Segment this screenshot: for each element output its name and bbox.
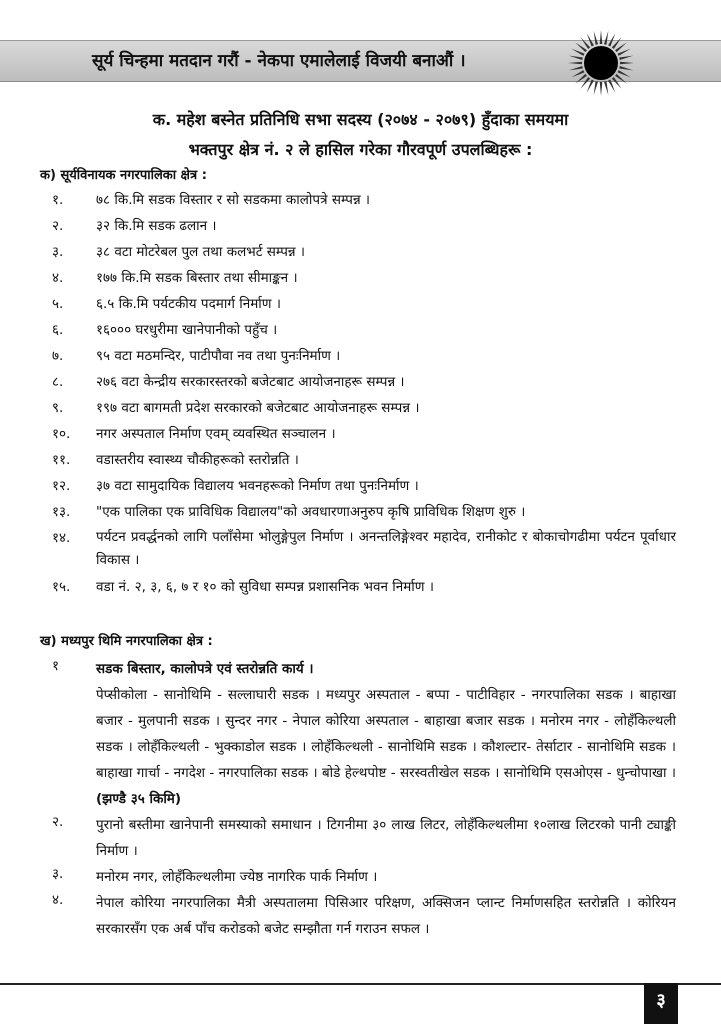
item-text: वडास्तरीय स्वास्थ्य चौकीहरूको स्तरोन्नति । [96, 452, 299, 468]
item-number: ७. [52, 348, 64, 364]
list-item [0, 890, 721, 942]
sun-ray [594, 31, 598, 45]
section-a-title: क) सूर्यविनायक नगरपालिका क्षेत्र : [40, 168, 207, 183]
sun-ray [569, 66, 583, 70]
item-text: पेप्सीकोला - सानोथिमि - सल्लाघारी सडक । मध्यपुर अस्पताल - बप्पा - पाटीविहार - नगरपालिका सडक । बाहाखा बजार - मुलपानी सडक । सुन्दर नगर - नेपाल कोरिया अस्पताल - बाहाखा बजार सडक । मनोरम नगर - लोहँकिल्थली सडक । लोहँकिल्थली - भुक्काडोल सडक । लोहँकिल्थली - सानोथिमि सडक । कौशल्टार- तेर्साटार - सानोथिमि सडक । बाहाखा गार्चा - नगदेश - नगरपालिका सडक । बोडे हेल्थपोष्ट - सरस्वतीखेल सडक । सानोथिमि एसओएस - धुन्चोपाखा । [96, 687, 676, 781]
item-text: पुरानो बस्तीमा खानेपानी समस्याको समाधान । टिगनीमा ३० लाख लिटर, लोहँकिल्थलीमा १०लाख लिटरको पानी ट्याङ्की निर्माण । [96, 817, 676, 859]
list-item [0, 575, 721, 601]
item-text: ६.५ कि.मि पर्यटकीय पदमार्ग निर्माण । [96, 296, 281, 312]
sun-ray [571, 49, 584, 56]
list-item [0, 500, 721, 526]
sun-ray [600, 30, 603, 44]
list-item [0, 292, 721, 318]
list-item [0, 240, 721, 266]
list-item [0, 188, 721, 214]
item-number: ११. [52, 452, 71, 468]
list-item [0, 344, 721, 370]
item-text: ३२ कि.मि सडक ढलान । [96, 218, 217, 234]
item-number: १३. [52, 504, 71, 520]
page-title-line2: भक्तपुर क्षेत्र नं. २ ले हासिल गरेका गौरवपूर्ण उपलब्धिहरू : [188, 140, 533, 159]
sun-ray [619, 56, 633, 60]
item-number: ४. [52, 270, 64, 286]
sun-ray [594, 81, 598, 95]
item-text: १६००० घरधुरीमा खानेपानीको पहुँच । [96, 322, 278, 338]
item-number: १२. [52, 478, 71, 494]
sun-ray [568, 62, 582, 65]
list-item [0, 812, 721, 864]
list-item [0, 422, 721, 448]
sun-ray [608, 33, 615, 46]
item-number: १४. [52, 530, 71, 546]
item-text: ९५ वटा मठमन्दिर, पाटीपौवा नव तथा पुनःनिर्माण । [96, 348, 341, 364]
list-item [0, 656, 721, 812]
item-number: २. [52, 218, 64, 234]
list-item [0, 526, 721, 575]
sun-ray [571, 70, 584, 77]
sun-ray [608, 80, 615, 93]
item-number: २. [52, 814, 64, 830]
item-number: ३. [52, 866, 64, 882]
item-number: ६. [52, 322, 64, 338]
item-text: ३७ वटा सामुदायिक विद्यालय भवनहरूको निर्माण तथा पुनःनिर्माण । [96, 478, 419, 494]
list-item [0, 370, 721, 396]
item-text: नेपाल कोरिया नगरपालिका मैत्री अस्पतालमा पिसिआर परिक्षण, अक्सिजन प्लान्ट निर्माणसहित स्तरोन्नति । कोरियन सरकारसँग एक अर्ब पाँच करोडको बजेट सम्झौता गर्न गराउन सफल । [96, 895, 676, 937]
list-item [0, 318, 721, 344]
item-number: १५. [52, 579, 71, 595]
sun-ray [619, 66, 633, 70]
sun-ray [618, 49, 631, 56]
sun-ray [587, 33, 594, 46]
sun-ray [618, 70, 631, 77]
item-text: १९७ वटा बागमती प्रदेश सरकारको बजेटबाट आयोजनाहरू सम्पन्न । [96, 400, 420, 416]
item-text: मनोरम नगर, लोहँकिल्थलीमा ज्येष्ठ नागरिक पार्क निर्माण । [96, 869, 378, 885]
item-text: वडा नं. २, ३, ६, ७ र १० को सुविधा सम्पन्न प्रशासनिक भवन निर्माण । [96, 579, 434, 595]
item-number: १०. [52, 426, 71, 442]
item-number: ३. [52, 244, 64, 260]
item-number: १ [52, 658, 60, 674]
item-text: ७८ कि.मि सडक विस्तार र सो सडकमा कालोपत्रे सम्पन्न । [96, 192, 371, 208]
list-item [0, 474, 721, 500]
sun-icon [566, 28, 636, 98]
item-text: २७६ वटा केन्द्रीय सरकारस्तरको बजेटबाट आयोजनाहरू सम्पन्न । [96, 374, 405, 390]
list-item [0, 864, 721, 890]
sun-ray [620, 62, 634, 65]
sun-ray [600, 82, 603, 96]
sun-ray [587, 80, 594, 93]
section-b-title: ख) मध्यपुर थिमि नगरपालिका क्षेत्र : [40, 634, 213, 649]
item-number: १. [52, 192, 64, 208]
sun-ray [569, 56, 583, 60]
item-text: १७७ कि.मि सडक बिस्तार तथा सीमाङ्कन । [96, 270, 298, 286]
page-number: ३ [644, 983, 678, 1024]
item-number: ९. [52, 400, 64, 416]
page-title-line1: क. महेश बस्नेत प्रतिनिधि सभा सदस्य (२०७४ - २०७९) हुँदाका समयमा [152, 110, 569, 129]
item-text: ३८ वटा मोटरेबल पुल तथा कलभर्ट सम्पन्न । [96, 244, 306, 260]
sun-ray [604, 81, 608, 95]
list-item [0, 214, 721, 240]
sun-ray [604, 31, 608, 45]
item-note: (झण्डै ३५ किमि) [96, 791, 182, 807]
section-a-list [0, 188, 721, 601]
item-text: नगर अस्पताल निर्माण एवम् व्यवस्थित सञ्चालन । [96, 426, 336, 442]
list-item [0, 448, 721, 474]
item-text: "एक पालिका एक प्राविधिक विद्यालय"को अवधारणाअनुरुप कृषि प्राविधिक शिक्षण शुरु । [96, 504, 526, 520]
item-text: पर्यटन प्रवर्द्धनको लागि पलाँसेमा भोलुङ्गेपुल निर्माण । अनन्तलिङ्गेश्वर महादेव, रानीकोट र बोकाचोगढीमा पर्यटन पूर्वाधार विकास । [96, 529, 676, 568]
item-heading: सडक बिस्तार, कालोपत्रे एवं स्तरोन्नति कार्य । [96, 661, 314, 677]
list-item [0, 396, 721, 422]
item-number: ८. [52, 374, 64, 390]
section-b-list [0, 656, 721, 942]
list-item [0, 266, 721, 292]
slogan-text: सूर्य चिन्हमा मतदान गरौं - नेकपा एमालेलाई विजयी बनाऔं । [92, 51, 466, 71]
item-number: ५. [52, 296, 64, 312]
item-number: ४. [52, 892, 64, 908]
footer-rule [0, 983, 721, 985]
